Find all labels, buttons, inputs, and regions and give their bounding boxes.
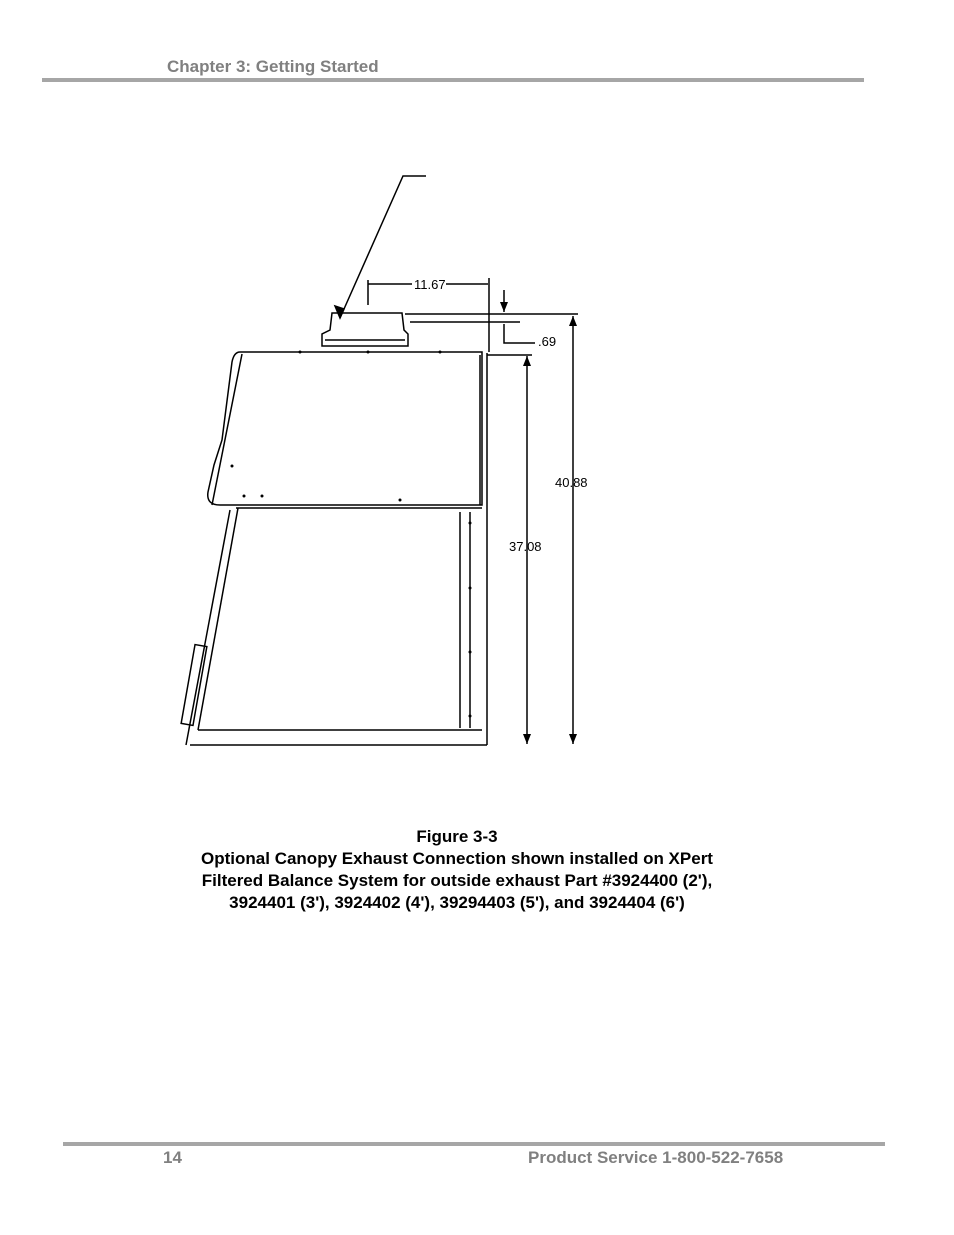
product-service-phone: Product Service 1-800-522-7658 (528, 1148, 784, 1167)
figure-number: Figure 3-3 (416, 827, 498, 846)
dim-cabinet-label: 37.08 (509, 539, 542, 554)
dim-collar-leader (504, 324, 535, 343)
caption-line-3: 3924401 (3'), 3924402 (4'), 39294403 (5'), and 3924404 (6') (229, 893, 685, 912)
header-rule (42, 78, 864, 82)
dim-overall-label: 40.88 (555, 475, 588, 490)
leader-line (340, 176, 426, 318)
footer-rule (63, 1142, 885, 1146)
cabinet-front-edge (212, 354, 242, 505)
dim-collar-label: .69 (538, 334, 557, 349)
caption-line-1: Optional Canopy Exhaust Connection shown installed on XPert (201, 849, 713, 868)
sash-outer (186, 510, 230, 745)
chapter-header: Chapter 3: Getting Started (167, 57, 379, 76)
dim-collar-arrowhead (500, 302, 508, 312)
canopy-connection (322, 313, 408, 346)
caption-line-2: Filtered Balance System for outside exhaust Part #3924400 (2'), (201, 871, 713, 890)
figure-caption (120, 826, 794, 914)
dim-width-label: 11.67 (414, 277, 446, 292)
cabinet-top-section (208, 352, 482, 505)
page-number: 14 (163, 1148, 182, 1167)
leader-arrowhead (335, 306, 344, 318)
sash-front (198, 508, 238, 730)
cabinet-drawing-svg (150, 160, 650, 780)
cabinet-drawing (150, 160, 650, 780)
